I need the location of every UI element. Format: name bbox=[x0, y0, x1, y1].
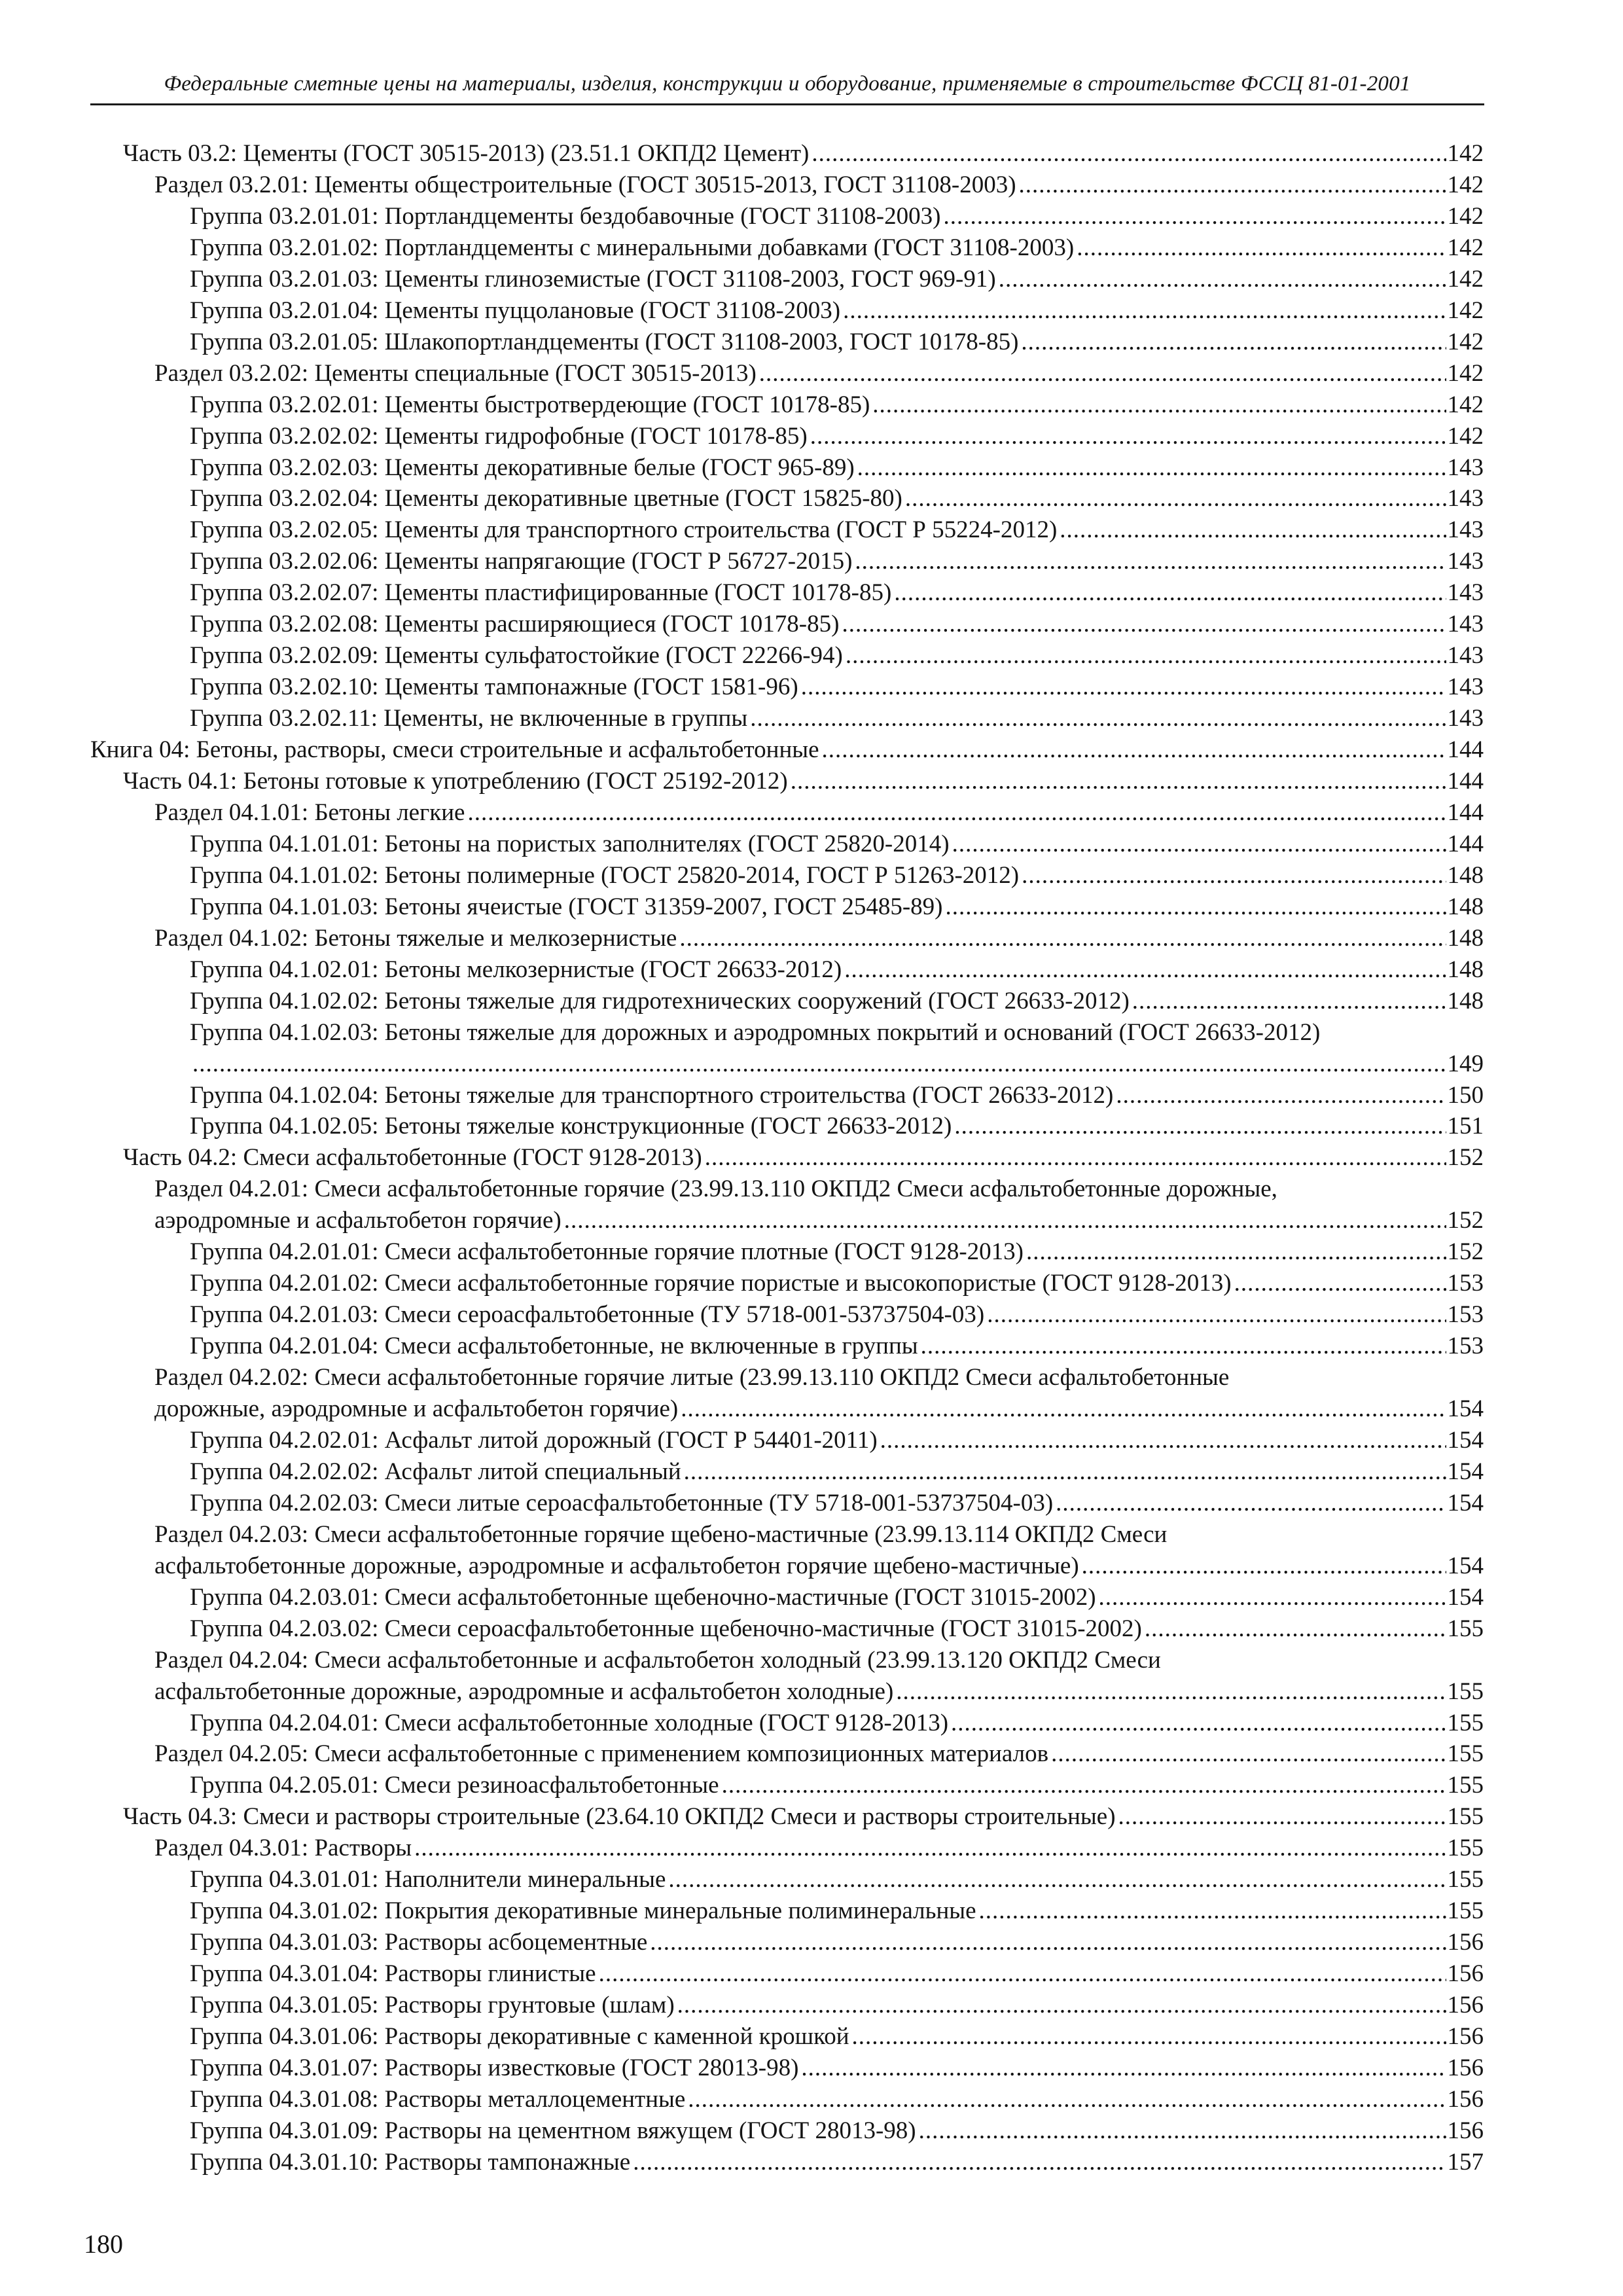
toc-entry bbox=[0, 232, 1623, 264]
toc-entry-title: Группа 04.2.01.03: Смеси сероасфальтобетонные (ТУ 5718-001-53737504-03) bbox=[190, 1301, 985, 1328]
toc-entry-title: Группа 04.1.01.01: Бетоны на пористых заполнителях (ГОСТ 25820-2014) bbox=[190, 831, 950, 857]
toc-entry bbox=[0, 1801, 1623, 1833]
toc-entry-title: Раздел 04.1.02: Бетоны тяжелые и мелкозернистые bbox=[154, 925, 677, 952]
toc-entry-page: 143 bbox=[1447, 642, 1484, 669]
toc-entry-title: Раздел 03.2.02: Цементы специальные (ГОСТ 30515-2013) bbox=[154, 360, 757, 387]
toc-entry-title: Группа 03.2.02.08: Цементы расширяющиеся (ГОСТ 10178-85) bbox=[190, 611, 840, 637]
toc-entry-title: Группа 04.2.03.01: Смеси асфальтобетонные щебеночно-мастичные (ГОСТ 31015-2002) bbox=[190, 1584, 1096, 1611]
toc-entry-page: 143 bbox=[1447, 705, 1484, 732]
toc-entry-title: Группа 03.2.02.03: Цементы декоративные белые (ГОСТ 965-89) bbox=[190, 454, 855, 481]
toc-entry-page: 144 bbox=[1447, 831, 1484, 857]
toc-entry bbox=[0, 1958, 1623, 1990]
toc-entry-page: 143 bbox=[1447, 516, 1484, 543]
dot-leader bbox=[1056, 1488, 1446, 1519]
dot-leader bbox=[987, 1299, 1446, 1331]
dot-leader bbox=[943, 201, 1446, 232]
toc-entry-title-cont: аэродромные и асфальтобетон горячие) bbox=[154, 1207, 562, 1234]
dot-leader bbox=[1021, 327, 1446, 358]
toc-entry bbox=[0, 1080, 1623, 1111]
toc-entry-title: Группа 03.2.02.10: Цементы тампонажные (ГОСТ 1581-96) bbox=[190, 673, 798, 700]
toc-entry bbox=[0, 2053, 1623, 2084]
dot-leader bbox=[852, 2021, 1446, 2053]
toc-entry bbox=[0, 2021, 1623, 2053]
toc-entry bbox=[0, 1425, 1623, 1456]
toc-entry-page: 144 bbox=[1447, 736, 1484, 763]
toc-entry bbox=[0, 1519, 1623, 1551]
toc-entry-title: Часть 04.1: Бетоны готовые к употреблению (ГОСТ 25192-2012) bbox=[123, 768, 788, 795]
toc-entry bbox=[0, 1833, 1623, 1864]
dot-leader bbox=[872, 389, 1446, 421]
toc-entry-title: Часть 04.3: Смеси и растворы строительные (23.64.10 ОКПД2 Смеси и растворы строительные) bbox=[123, 1803, 1116, 1830]
toc-entry bbox=[0, 389, 1623, 421]
toc-entry bbox=[0, 1236, 1623, 1268]
toc-entry-page: 155 bbox=[1447, 1835, 1484, 1861]
toc-entry-page: 156 bbox=[1447, 2023, 1484, 2050]
toc-entry-title: Группа 04.3.01.10: Растворы тампонажные bbox=[190, 2149, 631, 2176]
dot-leader bbox=[919, 2115, 1446, 2147]
toc-entry bbox=[0, 138, 1623, 170]
dot-leader bbox=[843, 295, 1446, 327]
toc-entry-page: 156 bbox=[1447, 1960, 1484, 1987]
toc-entry-page: 155 bbox=[1447, 1615, 1484, 1642]
toc-entry-page: 151 bbox=[1447, 1113, 1484, 1139]
toc-entry-page: 157 bbox=[1447, 2149, 1484, 2176]
toc-entry-page: 144 bbox=[1447, 768, 1484, 795]
toc-entry-page: 144 bbox=[1447, 799, 1484, 826]
dot-leader bbox=[896, 1676, 1446, 1708]
dot-leader bbox=[921, 1331, 1446, 1362]
toc-entry bbox=[0, 923, 1623, 954]
toc-entry bbox=[0, 546, 1623, 577]
toc-entry-title: Группа 03.2.01.03: Цементы глиноземистые (ГОСТ 31108-2003, ГОСТ 969-91) bbox=[190, 266, 996, 293]
toc-entry bbox=[0, 1268, 1623, 1299]
toc-entry-title: Группа 03.2.02.01: Цементы быстротвердеющие (ГОСТ 10178-85) bbox=[190, 391, 870, 418]
toc-entry-page: 142 bbox=[1447, 423, 1484, 450]
dot-leader bbox=[414, 1833, 1446, 1864]
toc-entry bbox=[0, 829, 1623, 860]
toc-entry bbox=[0, 170, 1623, 201]
dot-leader bbox=[1051, 1738, 1446, 1770]
toc-entry-continuation bbox=[0, 1393, 1623, 1425]
toc-entry bbox=[0, 954, 1623, 986]
dot-leader bbox=[801, 2053, 1446, 2084]
toc-entry-page: 154 bbox=[1447, 1490, 1484, 1516]
dot-leader bbox=[822, 734, 1446, 766]
toc-entry bbox=[0, 1708, 1623, 1739]
toc-entry-title: Группа 04.3.01.01: Наполнители минеральные bbox=[190, 1866, 666, 1893]
toc-entry-title: Группа 04.2.02.03: Смеси литые сероасфальтобетонные (ТУ 5718-001-53737504-03) bbox=[190, 1490, 1054, 1516]
dot-leader bbox=[750, 703, 1446, 734]
toc-entry bbox=[0, 1613, 1623, 1645]
toc-entry-title: Раздел 04.2.03: Смеси асфальтобетонные горячие щебено-мастичные (23.99.13.114 ОКПД2 Смеси bbox=[154, 1521, 1168, 1548]
toc-entry-page: 155 bbox=[1447, 1866, 1484, 1893]
toc-entry-title: Группа 04.3.01.07: Растворы известковые (ГОСТ 28013-98) bbox=[190, 2054, 799, 2081]
toc-entry-title: Группа 04.2.01.01: Смеси асфальтобетонные горячие плотные (ГОСТ 9128-2013) bbox=[190, 1238, 1024, 1265]
toc-entry bbox=[0, 201, 1623, 232]
toc-entry-title: Группа 04.1.02.04: Бетоны тяжелые для транспортного строительства (ГОСТ 26633-2012) bbox=[190, 1082, 1114, 1109]
toc-entry-page: 155 bbox=[1447, 1740, 1484, 1767]
toc-entry-title: Группа 04.2.02.01: Асфальт литой дорожный (ГОСТ Р 54401-2011) bbox=[190, 1427, 878, 1454]
toc-entry-title-cont: асфальтобетонные дорожные, аэродромные и асфальтобетон холодные) bbox=[154, 1678, 894, 1705]
toc-entry-title: Группа 04.3.01.09: Растворы на цементном вяжущем (ГОСТ 28013-98) bbox=[190, 2117, 916, 2144]
toc-entry bbox=[0, 2084, 1623, 2115]
toc-entry-page: 143 bbox=[1447, 611, 1484, 637]
toc-entry-page: 156 bbox=[1447, 1929, 1484, 1956]
toc-entry-continuation bbox=[0, 1551, 1623, 1582]
toc-entry-title: Группа 03.2.02.07: Цементы пластифицированные (ГОСТ 10178-85) bbox=[190, 579, 892, 606]
toc-entry-page: 156 bbox=[1447, 1992, 1484, 2018]
toc-entry-title: Группа 04.2.02.02: Асфальт литой специальный bbox=[190, 1458, 681, 1485]
toc-entry-title: Группа 03.2.01.05: Шлакопортландцементы (ГОСТ 31108-2003, ГОСТ 10178-85) bbox=[190, 329, 1019, 355]
toc-entry-continuation bbox=[0, 1205, 1623, 1236]
dot-leader bbox=[1132, 986, 1446, 1017]
toc-entry-page: 155 bbox=[1447, 1897, 1484, 1924]
toc-entry-title: Группа 03.2.02.04: Цементы декоративные цветные (ГОСТ 15825-80) bbox=[190, 485, 902, 512]
toc-entry bbox=[0, 514, 1623, 546]
toc-entry bbox=[0, 2147, 1623, 2178]
toc-entry bbox=[0, 1174, 1623, 1205]
toc-entry-title: Раздел 04.3.01: Растворы bbox=[154, 1835, 412, 1861]
toc-entry-title: Раздел 04.2.05: Смеси асфальтобетонные с применением композиционных материалов bbox=[154, 1740, 1049, 1767]
toc-entry bbox=[0, 2115, 1623, 2147]
toc-entry bbox=[0, 703, 1623, 734]
dot-leader bbox=[894, 577, 1446, 609]
dot-leader bbox=[1099, 1582, 1446, 1613]
toc-entry-title: Группа 04.1.01.03: Бетоны ячеистые (ГОСТ 31359-2007, ГОСТ 25485-89) bbox=[190, 893, 943, 920]
dot-leader bbox=[467, 797, 1446, 829]
dot-leader bbox=[192, 1049, 1446, 1080]
toc-entry-title: Группа 04.2.01.02: Смеси асфальтобетонные горячие пористые и высокопористые (ГОСТ 9128-2013) bbox=[190, 1270, 1232, 1297]
toc-entry-title: Группа 04.2.04.01: Смеси асфальтобетонные холодные (ГОСТ 9128-2013) bbox=[190, 1710, 949, 1736]
toc-entry bbox=[0, 483, 1623, 514]
dot-leader bbox=[842, 609, 1446, 640]
toc-entry bbox=[0, 766, 1623, 797]
toc-entry-page: 142 bbox=[1447, 266, 1484, 293]
dot-leader bbox=[681, 1393, 1446, 1425]
toc-entry bbox=[0, 1895, 1623, 1927]
dot-leader bbox=[880, 1425, 1446, 1456]
toc-entry bbox=[0, 986, 1623, 1017]
toc-entry bbox=[0, 1362, 1623, 1393]
dot-leader bbox=[951, 1708, 1446, 1739]
toc-entry-page: 154 bbox=[1447, 1427, 1484, 1454]
toc-entry-title: Группа 03.2.02.11: Цементы, не включенные в группы bbox=[190, 705, 748, 732]
dot-leader bbox=[1026, 1236, 1446, 1268]
toc-entry bbox=[0, 1111, 1623, 1142]
toc-entry-page: 148 bbox=[1447, 956, 1484, 983]
dot-leader bbox=[650, 1927, 1446, 1958]
dot-leader bbox=[946, 891, 1446, 923]
toc-entry-page: 148 bbox=[1447, 862, 1484, 889]
toc-entry bbox=[0, 734, 1623, 766]
toc-entry-title-cont: асфальтобетонные дорожные, аэродромные и асфальтобетон горячие щебено-мастичные) bbox=[154, 1552, 1079, 1579]
toc-entry-title: Раздел 04.2.02: Смеси асфальтобетонные горячие литые (23.99.13.110 ОКПД2 Смеси асфальтобетонные bbox=[154, 1364, 1230, 1391]
toc-entry bbox=[0, 860, 1623, 891]
toc-entry-page: 142 bbox=[1447, 329, 1484, 355]
page-number: 180 bbox=[84, 2229, 123, 2259]
header-title: Федеральные сметные цены на материалы, изделия, конструкции и оборудование, применяемые в строительстве ФССЦ 81-01-2001 bbox=[164, 72, 1411, 96]
toc-entry-page: 155 bbox=[1447, 1772, 1484, 1799]
toc-entry-page: 155 bbox=[1447, 1803, 1484, 1830]
dot-leader bbox=[801, 672, 1446, 703]
toc-entry-page: 143 bbox=[1447, 579, 1484, 606]
toc-entry bbox=[0, 1299, 1623, 1331]
toc-entry-page: 142 bbox=[1447, 171, 1484, 198]
toc-entry bbox=[0, 358, 1623, 389]
dot-leader bbox=[679, 923, 1446, 954]
toc-entry-title: Раздел 03.2.01: Цементы общестроительные (ГОСТ 30515-2013, ГОСТ 31108-2003) bbox=[154, 171, 1016, 198]
toc-entry-title: Группа 04.1.02.01: Бетоны мелкозернистые (ГОСТ 26633-2012) bbox=[190, 956, 842, 983]
dot-leader bbox=[705, 1142, 1446, 1174]
toc-entry-page: 142 bbox=[1447, 297, 1484, 324]
toc-entry-title-cont: дорожные, аэродромные и асфальтобетон горячие) bbox=[154, 1395, 679, 1422]
toc-entry-title: Группа 04.3.01.05: Растворы грунтовые (шлам) bbox=[190, 1992, 675, 2018]
toc-entry bbox=[0, 797, 1623, 829]
toc-entry-page: 152 bbox=[1447, 1238, 1484, 1265]
toc-entry-title: Группа 04.1.02.02: Бетоны тяжелые для гидротехнических сооружений (ГОСТ 26633-2012) bbox=[190, 988, 1130, 1014]
dot-leader bbox=[1145, 1613, 1446, 1645]
dot-leader bbox=[855, 546, 1446, 577]
toc-entry-page: 148 bbox=[1447, 988, 1484, 1014]
dot-leader bbox=[599, 1958, 1446, 1990]
dot-leader bbox=[857, 452, 1446, 484]
toc-entry-page: 143 bbox=[1447, 454, 1484, 481]
dot-leader bbox=[1116, 1080, 1446, 1111]
dot-leader bbox=[684, 1456, 1446, 1488]
toc-entry-title: Группа 04.2.05.01: Смеси резиноасфальтобетонные bbox=[190, 1772, 719, 1799]
dot-leader bbox=[812, 138, 1446, 170]
toc-entry-title: Часть 04.2: Смеси асфальтобетонные (ГОСТ 9128-2013) bbox=[123, 1144, 702, 1171]
dot-leader bbox=[759, 358, 1446, 389]
toc-entry-page: 156 bbox=[1447, 2117, 1484, 2144]
dot-leader bbox=[1022, 860, 1446, 891]
toc-entry bbox=[0, 1927, 1623, 1958]
dot-leader bbox=[688, 2084, 1446, 2115]
toc-entry-title: Раздел 04.2.04: Смеси асфальтобетонные и асфальтобетон холодный (23.99.13.120 ОКПД2 Смеси bbox=[154, 1647, 1161, 1674]
toc-entry-title: Группа 03.2.01.01: Портландцементы бездобавочные (ГОСТ 31108-2003) bbox=[190, 203, 941, 230]
toc-entry-page: 154 bbox=[1447, 1395, 1484, 1422]
toc-entry-title: Группа 04.1.02.03: Бетоны тяжелые для дорожных и аэродромных покрытий и оснований (ГОСТ 26633-2012) bbox=[190, 1019, 1321, 1046]
toc-entry-page: 156 bbox=[1447, 2086, 1484, 2113]
toc-entry-page: 156 bbox=[1447, 2054, 1484, 2081]
toc-entry-title: Группа 03.2.02.09: Цементы сульфатостойкие (ГОСТ 22266-94) bbox=[190, 642, 843, 669]
toc-entry-title: Группа 04.3.01.03: Растворы асбоцементные bbox=[190, 1929, 648, 1956]
toc-entry-title: Раздел 04.1.01: Бетоны легкие bbox=[154, 799, 465, 826]
toc-entry-page: 153 bbox=[1447, 1301, 1484, 1328]
toc-entry-page: 143 bbox=[1447, 548, 1484, 575]
toc-entry bbox=[0, 672, 1623, 703]
toc-entry-title: Группа 04.2.01.04: Смеси асфальтобетонные, не включенные в группы bbox=[190, 1333, 918, 1359]
dot-leader bbox=[979, 1895, 1446, 1927]
toc-entry-title: Группа 04.3.01.04: Растворы глинистые bbox=[190, 1960, 596, 1987]
toc-entry-page: 142 bbox=[1447, 234, 1484, 261]
toc-entry bbox=[0, 295, 1623, 327]
toc-entry-page: 142 bbox=[1447, 140, 1484, 167]
toc-entry-title: Группа 04.1.01.02: Бетоны полимерные (ГОСТ 25820-2014, ГОСТ Р 51263-2012) bbox=[190, 862, 1020, 889]
toc-entry-title: Группа 04.3.01.06: Растворы декоративные с каменной крошкой bbox=[190, 2023, 849, 2050]
toc-entry-title: Группа 04.1.02.05: Бетоны тяжелые конструкционные (ГОСТ 26633-2012) bbox=[190, 1113, 952, 1139]
toc-entry-page: 154 bbox=[1447, 1584, 1484, 1611]
toc-entry-page: 142 bbox=[1447, 360, 1484, 387]
dot-leader bbox=[1118, 1801, 1446, 1833]
dot-leader bbox=[905, 483, 1446, 514]
dot-leader bbox=[844, 954, 1446, 986]
dot-leader bbox=[1077, 232, 1446, 264]
toc-entry-page: 155 bbox=[1447, 1710, 1484, 1736]
toc-entry bbox=[0, 1864, 1623, 1895]
toc-entry bbox=[0, 452, 1623, 484]
toc-entry-page: 152 bbox=[1447, 1144, 1484, 1171]
toc-entry bbox=[0, 264, 1623, 295]
dot-leader bbox=[633, 2147, 1446, 2178]
toc-entry-continuation bbox=[0, 1049, 1623, 1080]
toc-entry bbox=[0, 1582, 1623, 1613]
toc-entry-page: 148 bbox=[1447, 925, 1484, 952]
toc-entry bbox=[0, 1738, 1623, 1770]
toc-entry-page: 142 bbox=[1447, 203, 1484, 230]
toc-entry bbox=[0, 327, 1623, 358]
toc-entry-page: 150 bbox=[1447, 1082, 1484, 1109]
toc-entry bbox=[0, 1456, 1623, 1488]
toc-entry-title: Раздел 04.2.01: Смеси асфальтобетонные горячие (23.99.13.110 ОКПД2 Смеси асфальтобетонные дорожные, bbox=[154, 1175, 1277, 1202]
dot-leader bbox=[810, 421, 1446, 452]
dot-leader bbox=[677, 1990, 1446, 2021]
dot-leader bbox=[1019, 170, 1446, 201]
toc-entry bbox=[0, 891, 1623, 923]
dot-leader bbox=[668, 1864, 1446, 1895]
toc-entry-page: 143 bbox=[1447, 485, 1484, 512]
toc-entry-page: 154 bbox=[1447, 1552, 1484, 1579]
dot-leader bbox=[722, 1770, 1446, 1801]
toc-entry-title: Часть 03.2: Цементы (ГОСТ 30515-2013) (23.51.1 ОКПД2 Цемент) bbox=[123, 140, 810, 167]
dot-leader bbox=[1060, 514, 1446, 546]
toc-entry-page: 149 bbox=[1447, 1050, 1484, 1077]
toc-entry bbox=[0, 609, 1623, 640]
toc-entry bbox=[0, 1331, 1623, 1362]
toc-entry-page: 153 bbox=[1447, 1270, 1484, 1297]
toc-entry-page: 154 bbox=[1447, 1458, 1484, 1485]
toc-entry-title: Группа 03.2.02.05: Цементы для транспортного строительства (ГОСТ Р 55224-2012) bbox=[190, 516, 1058, 543]
toc-entry-title: Группа 03.2.02.06: Цементы напрягающие (ГОСТ Р 56727-2015) bbox=[190, 548, 853, 575]
toc-entry-page: 152 bbox=[1447, 1207, 1484, 1234]
toc-entry-page: 155 bbox=[1447, 1678, 1484, 1705]
dot-leader bbox=[564, 1205, 1446, 1236]
dot-leader bbox=[791, 766, 1446, 797]
toc-entry-title: Группа 03.2.01.02: Портландцементы с минеральными добавками (ГОСТ 31108-2003) bbox=[190, 234, 1075, 261]
toc-entry bbox=[0, 577, 1623, 609]
toc-entry-title: Группа 03.2.02.02: Цементы гидрофобные (ГОСТ 10178-85) bbox=[190, 423, 808, 450]
dot-leader bbox=[952, 829, 1446, 860]
toc-entry bbox=[0, 1488, 1623, 1519]
toc-entry bbox=[0, 1142, 1623, 1174]
dot-leader bbox=[954, 1111, 1446, 1142]
toc-entry-page: 142 bbox=[1447, 391, 1484, 418]
dot-leader bbox=[1234, 1268, 1446, 1299]
toc-entry bbox=[0, 640, 1623, 672]
toc-entry-page: 148 bbox=[1447, 893, 1484, 920]
dot-leader bbox=[1082, 1551, 1446, 1582]
toc-entry bbox=[0, 1770, 1623, 1801]
toc-entry bbox=[0, 421, 1623, 452]
toc-entry-page: 153 bbox=[1447, 1333, 1484, 1359]
dot-leader bbox=[846, 640, 1446, 672]
toc-entry-title: Группа 04.3.01.08: Растворы металлоцементные bbox=[190, 2086, 686, 2113]
toc-entry-continuation bbox=[0, 1676, 1623, 1708]
toc-entry-title: Книга 04: Бетоны, растворы, смеси строительные и асфальтобетонные bbox=[90, 736, 819, 763]
toc-entry-title: Группа 04.3.01.02: Покрытия декоративные минеральные полиминеральные bbox=[190, 1897, 976, 1924]
toc-entry bbox=[0, 1990, 1623, 2021]
toc-entry-title: Группа 03.2.01.04: Цементы пуццолановые (ГОСТ 31108-2003) bbox=[190, 297, 841, 324]
toc-entry bbox=[0, 1645, 1623, 1676]
toc-entry-page: 143 bbox=[1447, 673, 1484, 700]
dot-leader bbox=[999, 264, 1446, 295]
toc-entry-title: Группа 04.2.03.02: Смеси сероасфальтобетонные щебеночно-мастичные (ГОСТ 31015-2002) bbox=[190, 1615, 1142, 1642]
toc-entry bbox=[0, 1017, 1623, 1049]
